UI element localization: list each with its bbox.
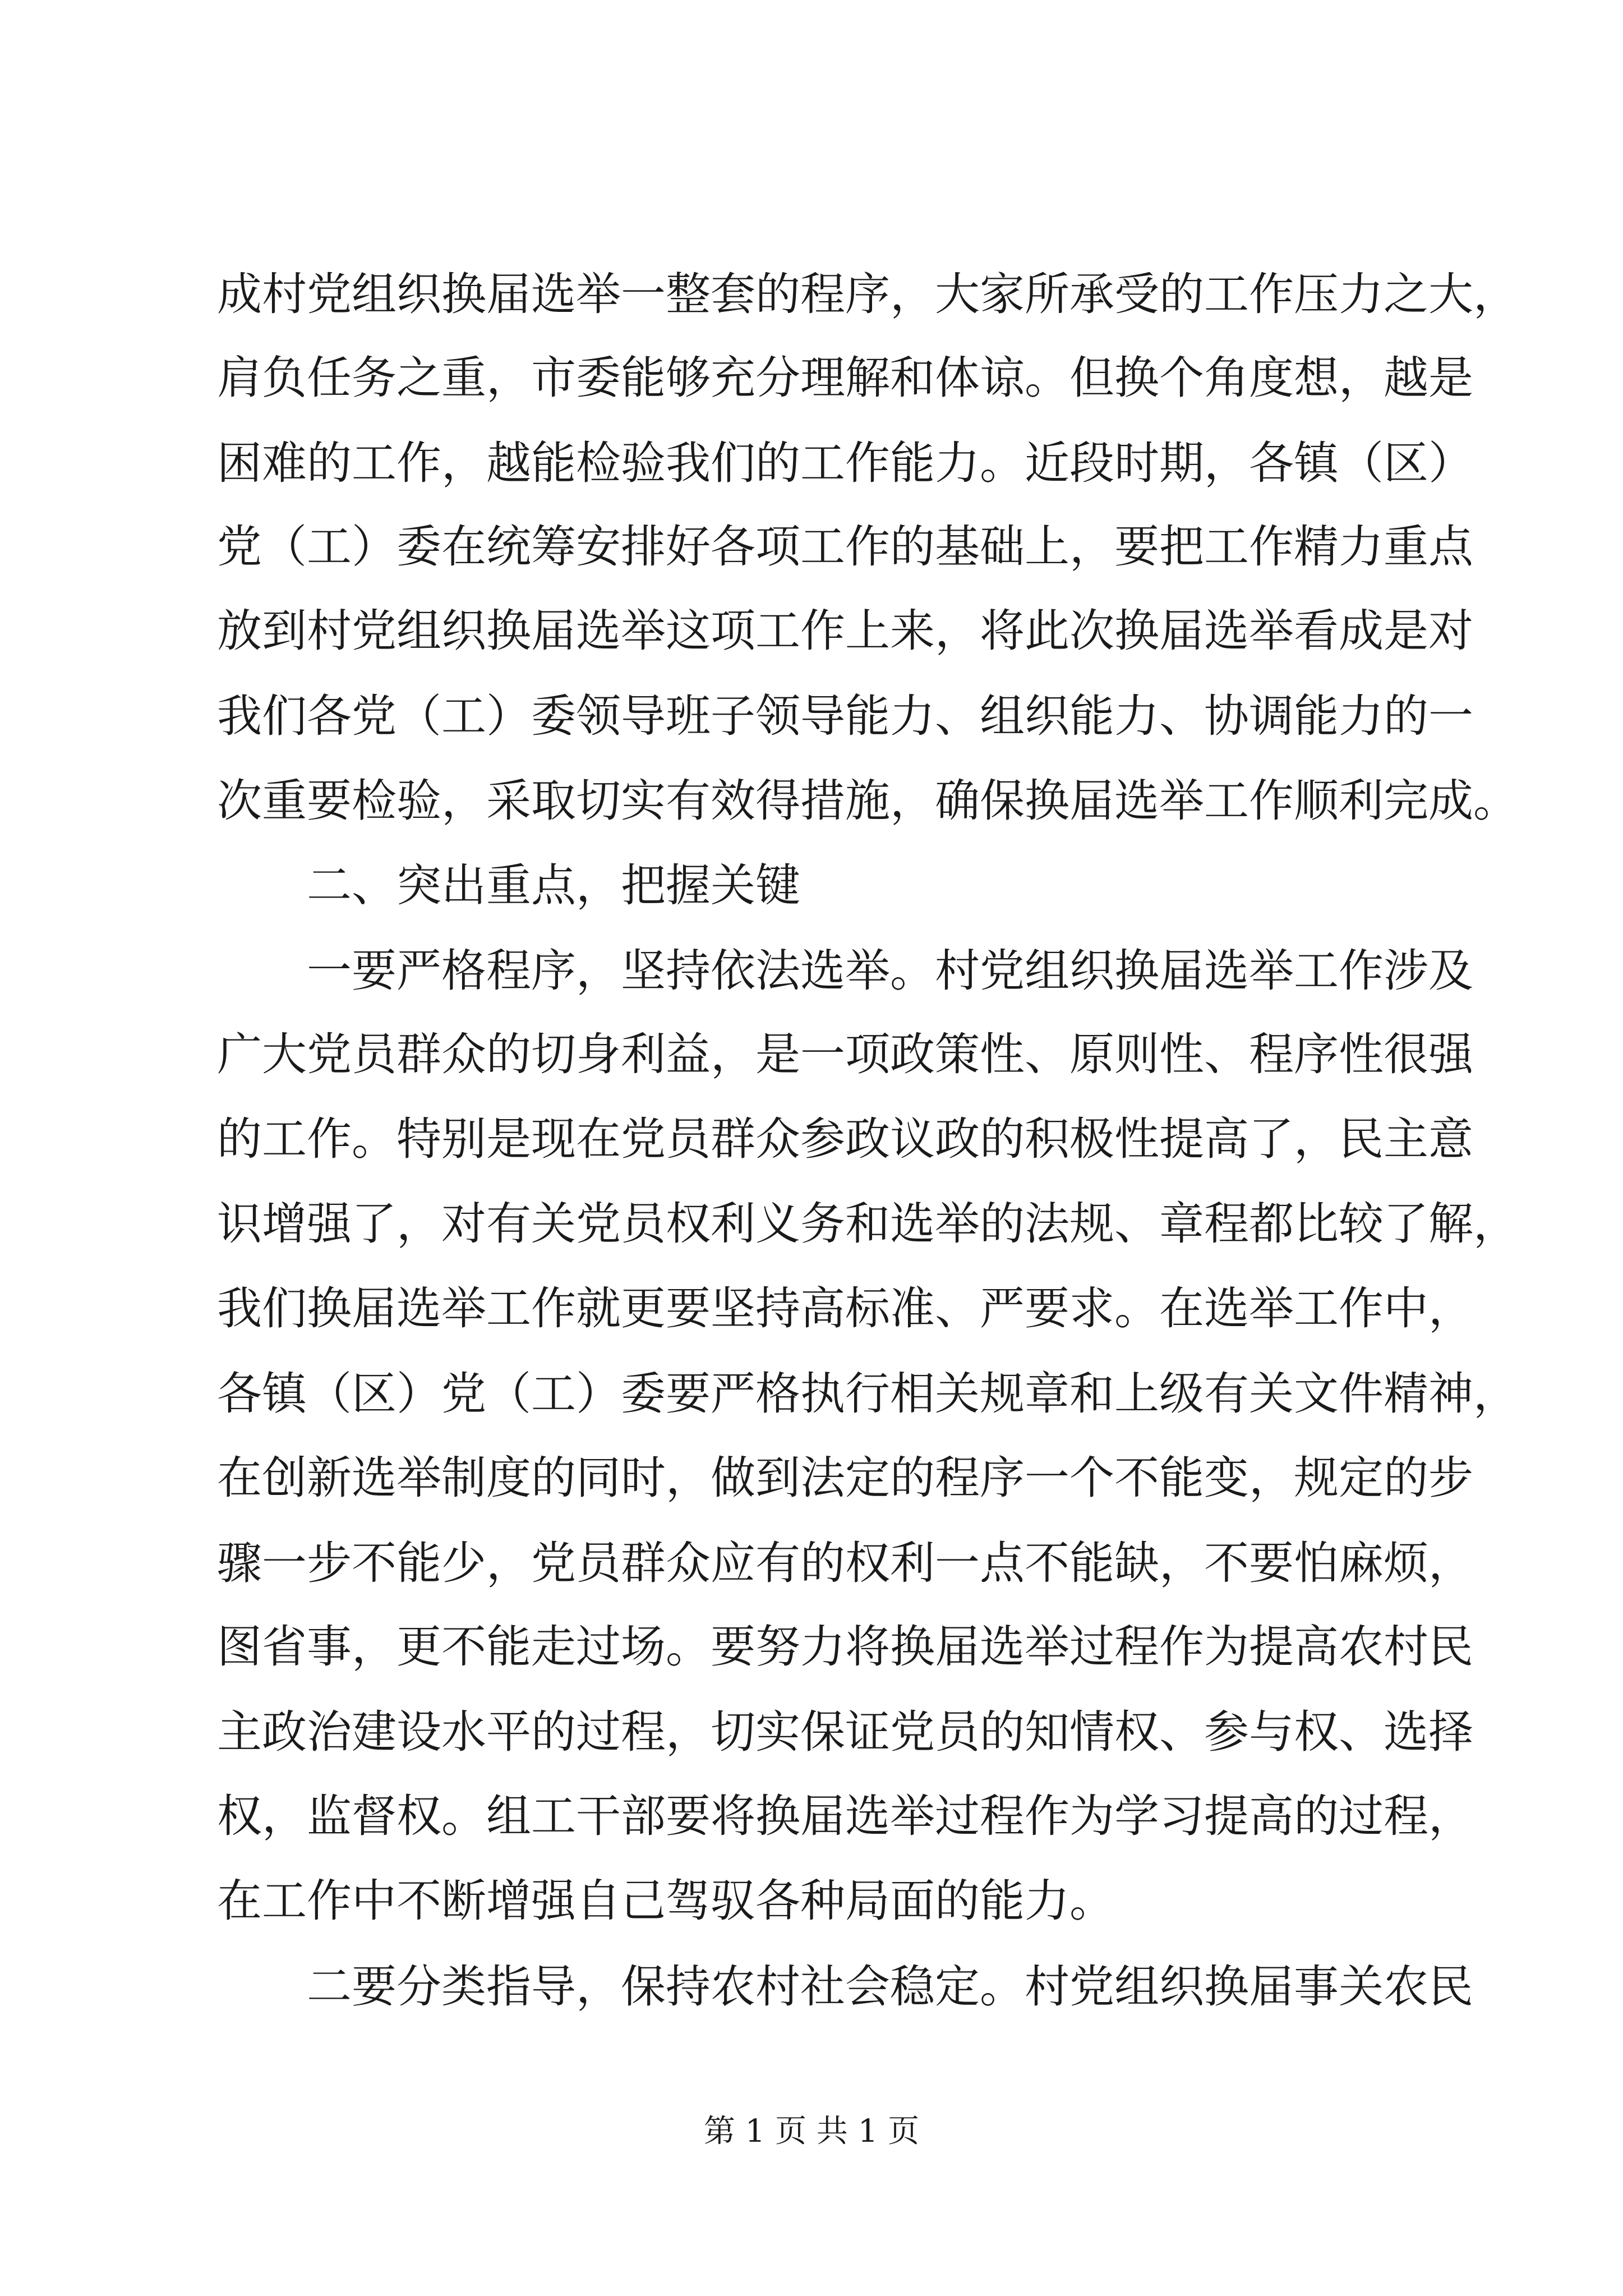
body-line: 成村党组织换届选举一整套的程序，大家所承受的工作压力之大， [217, 268, 1518, 320]
body-line: 图省事，更不能走过场。要努力将换届选举过程作为提高农村民 [217, 1621, 1473, 1673]
body-line: 识增强了，对有关党员权利义务和选举的法规、章程都比较了解， [217, 1198, 1518, 1250]
paragraph-first-line: 一要严格程序，坚持依法选举。村党组织换届选举工作涉及 [307, 945, 1473, 997]
body-line: 各镇（区）党（工）委要严格执行相关规章和上级有关文件精神， [217, 1368, 1518, 1420]
body-line: 广大党员群众的切身利益，是一项政策性、原则性、程序性很强 [217, 1028, 1473, 1080]
body-line: 困难的工作，越能检验我们的工作能力。近段时期，各镇（区） [217, 437, 1473, 489]
body-line: 在创新选举制度的同时，做到法定的程序一个不能变，规定的步 [217, 1452, 1473, 1504]
body-line: 我们各党（工）委领导班子领导能力、组织能力、协调能力的一 [217, 690, 1473, 742]
body-line: 主政治建设水平的过程，切实保证党员的知情权、参与权、选择 [217, 1706, 1473, 1758]
page-footer: 第 1 页 共 1 页 [703, 2113, 920, 2150]
body-line: 肩负任务之重，市委能够充分理解和体谅。但换个角度想，越是 [217, 352, 1473, 404]
paragraph-first-line: 二要分类指导，保持农村社会稳定。村党组织换届事关农民 [307, 1961, 1473, 2013]
body-line: 党（工）委在统筹安排好各项工作的基础上，要把工作精力重点 [217, 521, 1473, 573]
body-line: 放到村党组织换届选举这项工作上来，将此次换届选举看成是对 [217, 605, 1473, 657]
body-line: 次重要检验，采取切实有效得措施，确保换届选举工作顺利完成。 [217, 775, 1518, 827]
body-line: 的工作。特别是现在党员群众参政议政的积极性提高了，民主意 [217, 1113, 1473, 1165]
body-line: 在工作中不断增强自己驾驭各种局面的能力。 [217, 1875, 1114, 1927]
body-line: 权，监督权。组工干部要将换届选举过程作为学习提高的过程， [217, 1790, 1473, 1842]
section-heading: 二、突出重点，把握关键 [307, 859, 800, 912]
body-line: 我们换届选举工作就更要坚持高标准、严要求。在选举工作中， [217, 1282, 1473, 1335]
body-line: 骤一步不能少，党员群众应有的权利一点不能缺，不要怕麻烦， [217, 1537, 1473, 1589]
